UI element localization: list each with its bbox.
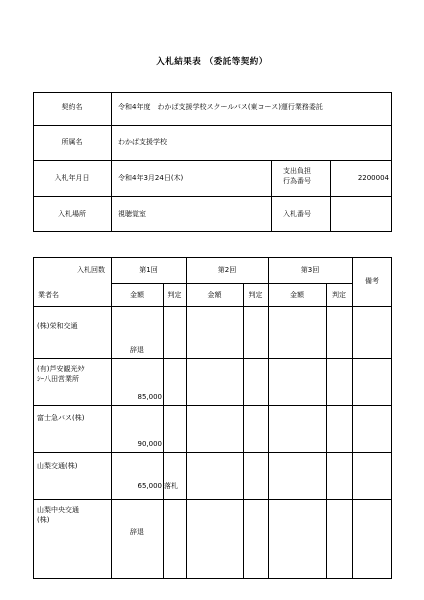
round1-amount-header: 金額 (130, 291, 144, 299)
venue-value: 視聴覚室 (118, 210, 146, 218)
vendor-header: 業者名 (38, 291, 59, 299)
bid-number-label: 入札番号 (283, 210, 311, 218)
bid-date-label: 入札年月日 (54, 174, 90, 182)
venue-label: 入札場所 (58, 210, 86, 218)
vendor-name: 富士急バス(株) (37, 414, 85, 422)
expense-number-label-line2: 行為番号 (283, 177, 311, 185)
round2-header: 第2回 (217, 266, 237, 274)
expense-number-value: 2200004 (357, 174, 389, 182)
bid-date-value: 令和4年3月24日(木) (118, 174, 184, 182)
round3-judgment-header: 判定 (332, 291, 346, 299)
department-value: わかば支援学校 (118, 138, 167, 146)
vendor-name: 山梨交通(株) (37, 462, 78, 470)
vendor-name: (株)栄和交通 (37, 322, 78, 330)
contract-name-label: 契約名 (61, 103, 83, 111)
rounds-header: 入札回数 (77, 266, 105, 274)
round3-amount-header: 金額 (290, 291, 304, 299)
round3-header: 第3回 (300, 266, 320, 274)
contract-name-value: 令和4年度 わかば支援学校スクールバス(東コース)運行業務委託 (118, 103, 323, 111)
round1-judgment-awarded: 落札 (164, 482, 178, 490)
department-label: 所属名 (61, 138, 83, 146)
expense-number-label-line1: 支出負担 (283, 167, 311, 175)
round1-amount: 辞退 (130, 528, 144, 536)
round2-amount-header: 金額 (207, 291, 222, 299)
remarks-header: 備考 (365, 277, 379, 285)
round1-amount: 65,000 (137, 482, 162, 490)
round1-amount: 辞退 (130, 346, 144, 354)
vendor-name: (有)芦安観光ﾀｸ (37, 365, 85, 373)
round1-amount: 90,000 (137, 440, 162, 448)
round1-header: 第1回 (139, 266, 158, 274)
vendor-name: 山梨中央交通 (37, 506, 79, 514)
document-title: 入札結果表 （委託等契約） (156, 57, 268, 67)
round1-judgment-header: 判定 (167, 291, 182, 299)
round1-amount: 85,000 (137, 393, 162, 401)
vendor-name-cont: (株) (37, 516, 50, 524)
vendor-name-cont: ｼｰ八田営業所 (37, 375, 79, 383)
round2-judgment-header: 判定 (248, 291, 263, 299)
